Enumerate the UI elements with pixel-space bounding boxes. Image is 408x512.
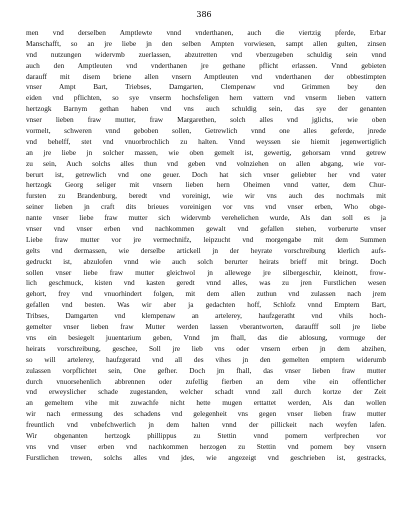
text-line: an gemeltem vihe mit zuwachfe nicht hette mugen erttattet werden, Als dan wollen: [26, 398, 386, 408]
text-line: vnser Ampt Bart, Triebses, Damgarten, Clempenaw vnd Grimmen bey den: [26, 82, 386, 92]
text-line: heirats vorschreibung, geschee, Soll jre lieb vns oder vnsern erben jn dem abzihen,: [26, 343, 386, 353]
text-line: gemelter vnser lieben fraw Mutter werden lassen vberantworten, daraufff soll jre liebe: [26, 322, 386, 332]
text-line: gedruckt ist, abzulofen vnnd wie auch solch berurter heirats brieff mit bringt. Doch: [26, 256, 386, 266]
page-number: 386: [196, 10, 212, 19]
text-line: gehort, frey vnd vnuorhindert folgen, mit dem allen zuthun vnd zulassen nach jrem: [26, 289, 386, 299]
text-line: so will artelerey, haufzgeratd vnd all des vihes jn den gemelten emptern widerumb: [26, 354, 386, 364]
text-line: nante vnser liebe fraw mutter sich widervmb verehelichen wurde, Als dan soll es ja: [26, 213, 386, 223]
text-line: Wir obgenanten hertzogk phillippus zu Stettin vnnd pomern verfprechen vor: [26, 430, 386, 440]
text-line: zu sein, Auch solchs alles thun vnd geben vnd volnziehen on allen abgang, wie vor-: [26, 158, 386, 168]
text-line: hertzogk Georg seliger mit vnsern lieben hern Oheimen vnnd vatter, dem Chur-: [26, 180, 386, 190]
text-line: men vnd derselben Amptlewte vnnd vnderthanen, auch die viertzig pferde, Erbar: [26, 28, 386, 37]
text-line: vnd erweyslicher schade zugestanden, welcher schadt vnnd zall durch kortze der Zeit: [26, 387, 386, 397]
text-line: vnd behelff, stet vnd vnuorbrochlich zu halten. Vnnd weyssen sie hiemit jegenwertiglich: [26, 136, 386, 146]
text-line: Tribses, Damgarten vnd klempenaw an artelerey, haufzgeratht vnd vhils hoch-: [26, 311, 386, 321]
text-line: gelts vnd dermassen, wie derselbe artickell jn der heyrate vorschreibung klerlich aufs-: [26, 245, 386, 255]
text-line: vnser vnd vnser erben vnd nachkommen gewalt vnd gefallen stehen, vorberurte vnser: [26, 224, 386, 234]
text-line: sollen vnser liebe fraw mutter gleichwol jn allewege jre silbergeschir, kleinott, frow-: [26, 267, 386, 277]
text-line: wir nach ermessung des schadens vnd gelegenheit vns gegen vnser lieben fraw mutter: [26, 409, 386, 419]
text-line: lich geschmuck, kisten vnd kasten geredt vnnd alles, was zu jren Furstlichen wesen: [26, 278, 386, 288]
text-line: gefallen vnd besten. Was wir aber ja gedachten hoff, Schlofz vnnd Emptern Bart,: [26, 300, 386, 310]
text-line: vnser lieben fraw mutter, fraw Margarethen, solch alles vnd jglichs, wie oben: [26, 115, 386, 125]
text-line: seiner lieben jn craft dits brieues voreinigen vor vns vnd vnser erben, Who obge-: [26, 202, 386, 212]
text-line: vns ein besiegelt juuentarium geben, Vnnd jm fhall, das die ablosung, vormuge der: [26, 332, 386, 342]
text-line: zulassen vorpflichtet sein, One gefher. Doch jm fhall, das vnser lieben fraw mutter: [26, 365, 386, 375]
body-text: [26, 28, 386, 464]
text-line: darauff mit disem briene allen vnsern Amptleuten vnd vnderthanen der obbestimpten: [26, 71, 386, 81]
text-line: an jre liebe jn solcher massen, wie oben gemelt ist, gewertig, gehorsam vnnd getrew: [26, 147, 386, 157]
text-line: Liebe fraw mutter vor jre vermechnifz, leipzucht vnd morgengabe mit dem Summen: [26, 234, 386, 244]
text-line: Manschafft, so an jre liebe jn den selben Ampten vorwiesen, sampt allen gulten, zinsen: [26, 38, 386, 48]
text-line: auch den Amptleuten vnd vnderthanen jre gethane pflicht erlassen. Vnnd gebieten: [26, 60, 386, 70]
text-line: hertzogk Barnym gethan haben vnd vns auch schuldig sein, das sye der genanten: [26, 104, 386, 114]
text-line: fursten zu Brandenburg, beredt vnd voreinigt, wie wir vns auch des nochmals mit: [26, 191, 386, 201]
text-line: vormelt, schweren vnnd geboben sollen, Getrewlich vnnd one alles geferde, jnrede: [26, 126, 386, 136]
text-line: durch vnuorsehenlich abbrennen oder zufellig fierben an dem vihe ein offentlicher: [26, 376, 386, 386]
text-line: eiden vnd pflichten, so sye vnserm hochsfeligen hern vattern vnd vnserm lieben vattern: [26, 93, 386, 103]
text-line: Furstlichen trewen, solchs alles vnd jdes, wie angezeigt vnd geschrieben ist, gestracks,: [26, 452, 386, 462]
text-line: berurt ist, getrewlich vnd one geuer. Doch hat sich vnser geliebter her vnd vater: [26, 169, 386, 179]
text-line: freuntlich vnd vnbefchwerlich jn dem halten vnnd der pillickeit nach weyfen lafen.: [26, 420, 386, 430]
text-line: vnd nutzungen widervmb zuerlassen, abzutretten vnd vberzugeben schuldig sein vnnd: [26, 49, 386, 59]
text-line: vns vnd vnser erben vnd nachkommen herzogen zu Stettin vnd pomern bey vnsern: [26, 441, 386, 451]
